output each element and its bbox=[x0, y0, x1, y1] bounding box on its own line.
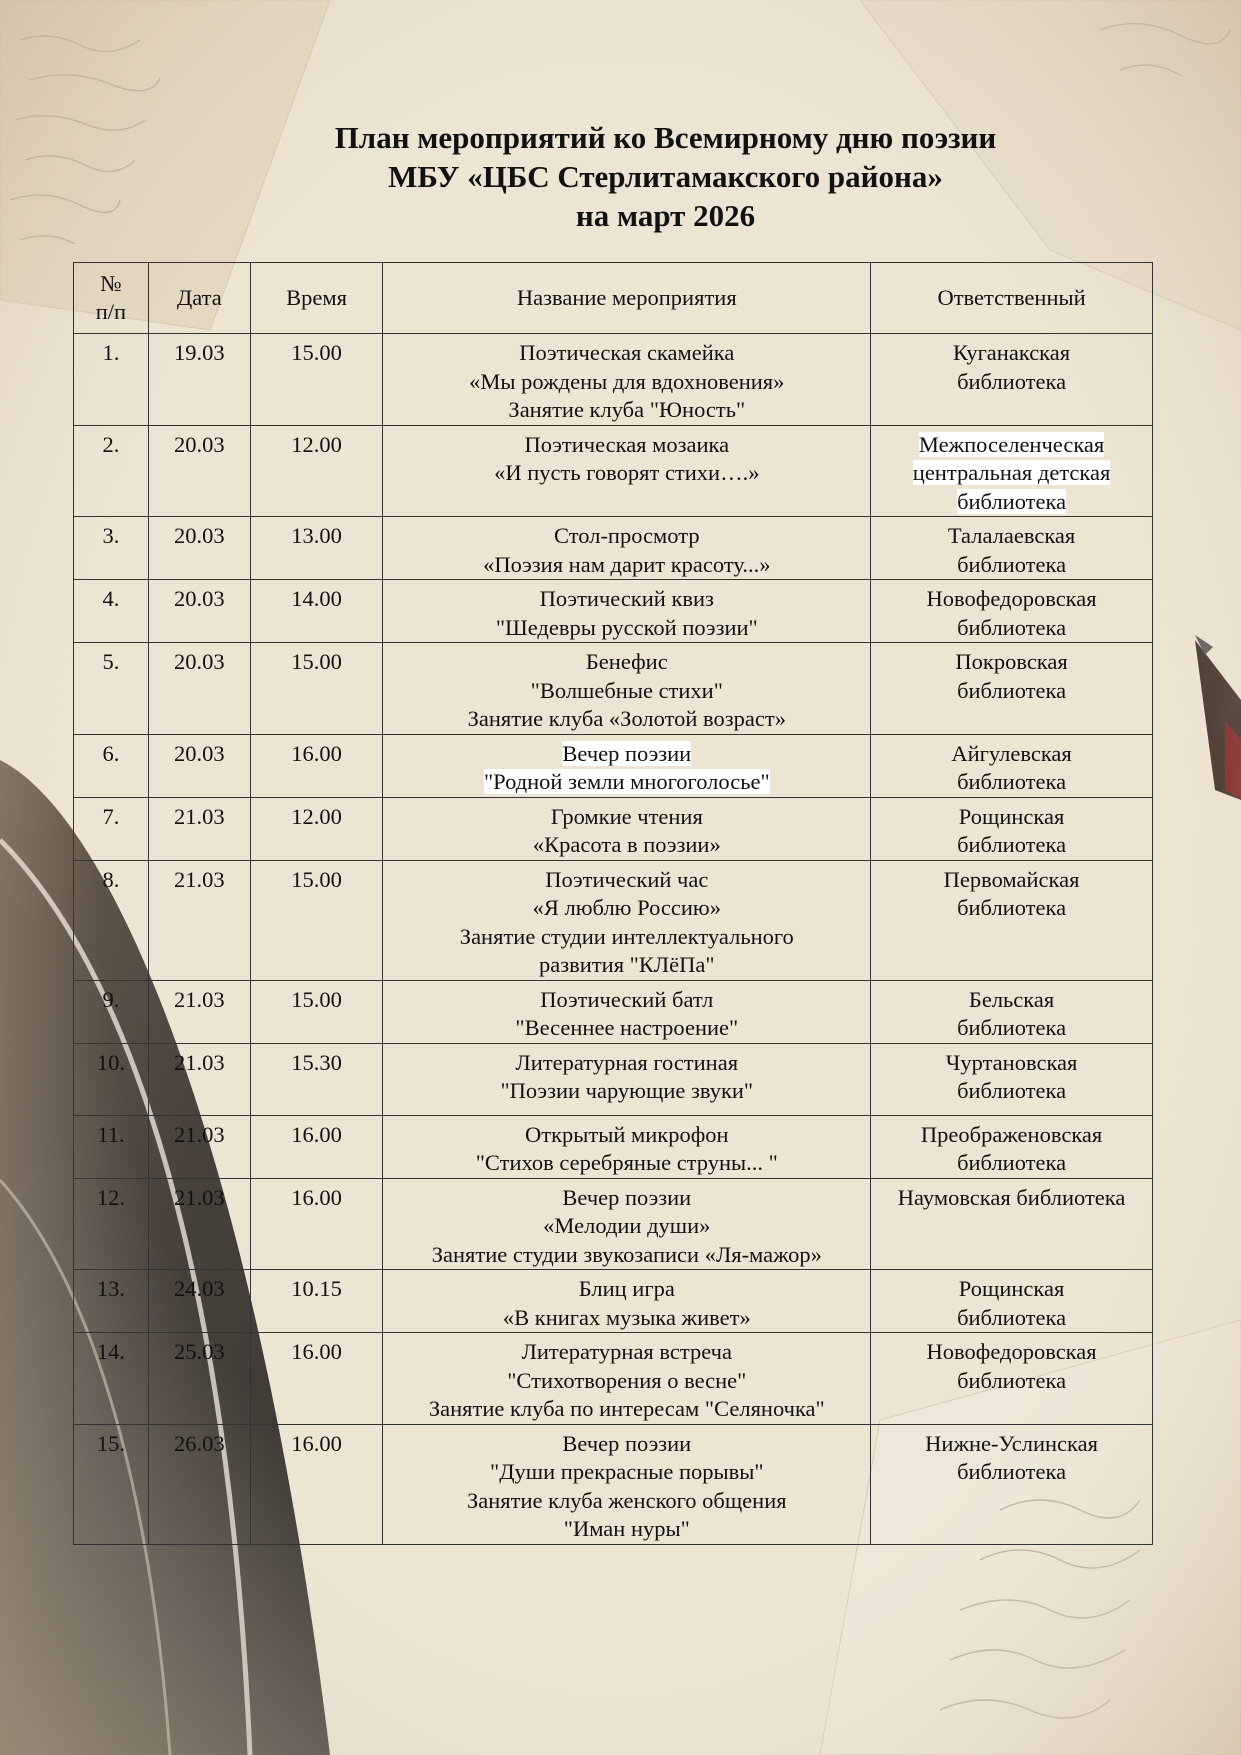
row-event-name-line: Вечер поэзии bbox=[562, 1430, 692, 1456]
header-num-symbol: № bbox=[100, 270, 122, 296]
row-time: 12.00 bbox=[250, 797, 383, 860]
row-responsible bbox=[871, 797, 1153, 860]
table-header-row bbox=[74, 263, 1153, 334]
table-row bbox=[74, 1043, 1153, 1115]
row-event-name-line: «Мелодии души» bbox=[543, 1213, 711, 1238]
row-date: 24.03 bbox=[148, 1270, 250, 1333]
row-event-name-highlighted-text: Вечер поэзии bbox=[562, 740, 692, 766]
row-responsible bbox=[871, 643, 1153, 735]
row-date: 21.03 bbox=[148, 1115, 250, 1178]
row-event-name-line: Литературная гостиная bbox=[515, 1049, 739, 1075]
row-number: 12. bbox=[74, 1178, 149, 1270]
table-row bbox=[74, 425, 1153, 517]
row-event-name-line: "Иман нуры" bbox=[563, 1516, 690, 1541]
row-responsible-highlighted-text: центральная детская bbox=[912, 460, 1111, 485]
row-responsible bbox=[871, 580, 1153, 643]
row-event-name-line: Поэтический квиз bbox=[539, 586, 714, 611]
table-row bbox=[74, 643, 1153, 735]
row-responsible-line: Новофедоровская bbox=[926, 586, 1097, 611]
row-responsible-line: Рощинская bbox=[958, 803, 1065, 829]
row-event-name-line: Занятие студии звукозаписи «Ля-мажор» bbox=[431, 1241, 822, 1267]
table-row bbox=[74, 797, 1153, 860]
row-responsible-highlighted-text: библиотека bbox=[957, 488, 1067, 514]
row-responsible bbox=[871, 425, 1153, 517]
row-responsible bbox=[871, 1178, 1153, 1270]
row-time: 16.00 bbox=[250, 1178, 383, 1270]
row-event-name bbox=[383, 334, 871, 426]
row-event-name-line: "Шедевры русской поэзии" bbox=[495, 614, 758, 640]
row-responsible-line: библиотека bbox=[957, 614, 1067, 640]
row-event-name bbox=[383, 734, 871, 797]
row-event-name-line: «В книгах музыка живет» bbox=[502, 1304, 751, 1330]
row-responsible bbox=[871, 1333, 1153, 1425]
row-responsible-line: Наумовская библиотека bbox=[897, 1184, 1126, 1210]
row-number: 3. bbox=[74, 517, 149, 580]
row-time: 16.00 bbox=[250, 734, 383, 797]
row-event-name bbox=[383, 580, 871, 643]
row-event-name-line: "Поэзии чарующие звуки" bbox=[500, 1078, 754, 1103]
row-event-name bbox=[383, 980, 871, 1043]
row-event-name-line: "Стихов серебряные струны... " bbox=[475, 1150, 778, 1175]
table-row bbox=[74, 517, 1153, 580]
row-event-name-line bbox=[386, 768, 867, 797]
row-event-name-line: Громкие чтения bbox=[550, 803, 703, 829]
row-responsible-line: библиотека bbox=[957, 1367, 1067, 1393]
row-number: 8. bbox=[74, 860, 149, 980]
row-time: 14.00 bbox=[250, 580, 383, 643]
row-event-name bbox=[383, 1333, 871, 1425]
row-date: 21.03 bbox=[148, 860, 250, 980]
row-event-name bbox=[383, 517, 871, 580]
row-responsible bbox=[871, 517, 1153, 580]
row-responsible-line bbox=[874, 431, 1149, 460]
row-responsible-line: Рощинская bbox=[958, 1276, 1065, 1301]
table-row bbox=[74, 1178, 1153, 1270]
table-row bbox=[74, 1424, 1153, 1544]
row-event-name bbox=[383, 797, 871, 860]
row-responsible-line: Новофедоровская bbox=[926, 1339, 1097, 1364]
row-event-name-line: развития "КЛёПа" bbox=[539, 952, 715, 977]
row-responsible-line: библиотека bbox=[957, 1459, 1067, 1484]
row-event-name-line: Занятие клуба женского общения bbox=[467, 1487, 787, 1513]
row-date: 21.03 bbox=[148, 1043, 250, 1115]
row-event-name-line: Занятие студии интеллектуального bbox=[459, 923, 794, 949]
row-event-name bbox=[383, 425, 871, 517]
row-time: 16.00 bbox=[250, 1424, 383, 1544]
row-number: 9. bbox=[74, 980, 149, 1043]
table-row bbox=[74, 1270, 1153, 1333]
row-time: 16.00 bbox=[250, 1333, 383, 1425]
row-responsible-line: Чуртановская bbox=[945, 1049, 1078, 1075]
row-time: 15.00 bbox=[250, 980, 383, 1043]
row-event-name-line: «Мы рождены для вдохновения» bbox=[469, 368, 785, 394]
header-responsible: Ответственный bbox=[871, 263, 1153, 334]
row-event-name-line: Литературная встреча bbox=[521, 1339, 732, 1364]
title-line-2: МБУ «ЦБС Стерлитамакского района» bbox=[388, 159, 943, 194]
row-event-name bbox=[383, 1043, 871, 1115]
header-date: Дата bbox=[148, 263, 250, 334]
row-time: 15.00 bbox=[250, 334, 383, 426]
row-number: 14. bbox=[74, 1333, 149, 1425]
row-date: 21.03 bbox=[148, 1178, 250, 1270]
table-row bbox=[74, 580, 1153, 643]
header-time: Время bbox=[250, 263, 383, 334]
row-event-name-line: Занятие клуба «Золотой возраст» bbox=[467, 706, 786, 731]
header-num bbox=[74, 263, 149, 334]
row-date: 25.03 bbox=[148, 1333, 250, 1425]
row-date: 20.03 bbox=[148, 425, 250, 517]
row-responsible-highlighted-text: Межпоселенческая bbox=[918, 431, 1105, 457]
row-responsible bbox=[871, 734, 1153, 797]
table-row bbox=[74, 1115, 1153, 1178]
row-responsible-line: Первомайская bbox=[943, 866, 1080, 892]
row-event-name-line bbox=[386, 740, 867, 769]
row-event-name-line: Бенефис bbox=[585, 649, 668, 674]
row-date: 20.03 bbox=[148, 580, 250, 643]
row-event-name-line: Блиц игра bbox=[578, 1276, 675, 1301]
row-responsible bbox=[871, 1043, 1153, 1115]
row-time: 15.00 bbox=[250, 860, 383, 980]
row-event-name bbox=[383, 1178, 871, 1270]
row-event-name bbox=[383, 1115, 871, 1178]
row-time: 10.15 bbox=[250, 1270, 383, 1333]
row-date: 21.03 bbox=[148, 797, 250, 860]
row-responsible-line: Бельская bbox=[968, 986, 1055, 1012]
events-table bbox=[73, 262, 1153, 1545]
row-number: 2. bbox=[74, 425, 149, 517]
row-number: 15. bbox=[74, 1424, 149, 1544]
row-responsible bbox=[871, 1270, 1153, 1333]
row-event-name-line: Занятие клуба "Юность" bbox=[508, 397, 746, 422]
row-responsible-line: Покровская bbox=[955, 649, 1068, 674]
row-event-name-line: Занятие клуба по интересам "Селяночка" bbox=[428, 1396, 825, 1421]
row-responsible-line: Айгулевская bbox=[951, 740, 1072, 766]
row-number: 5. bbox=[74, 643, 149, 735]
table-row bbox=[74, 860, 1153, 980]
row-time: 12.00 bbox=[250, 425, 383, 517]
row-event-name-line: Поэтическая мозаика bbox=[524, 431, 730, 457]
row-responsible-line: библиотека bbox=[957, 551, 1067, 577]
row-event-name-highlighted-text: "Родной земли многоголосье" bbox=[483, 769, 770, 794]
row-event-name-line: "Стихотворения о весне" bbox=[507, 1367, 747, 1393]
row-time: 15.00 bbox=[250, 643, 383, 735]
row-responsible bbox=[871, 1424, 1153, 1544]
row-event-name-line: "Души прекрасные порывы" bbox=[490, 1459, 764, 1484]
row-responsible-line: Преображеновская bbox=[920, 1121, 1103, 1147]
row-event-name-line: «Красота в поэзии» bbox=[532, 832, 721, 857]
row-responsible-line: Талалаевская bbox=[947, 523, 1076, 548]
row-event-name-line: Стол-просмотр bbox=[554, 523, 700, 548]
row-event-name-line: Поэтическая скамейка bbox=[519, 340, 735, 365]
row-responsible-line: Нижне-Услинская bbox=[925, 1430, 1098, 1456]
row-number: 4. bbox=[74, 580, 149, 643]
row-event-name-line: Поэтический батл bbox=[540, 986, 714, 1012]
row-date: 26.03 bbox=[148, 1424, 250, 1544]
row-number: 13. bbox=[74, 1270, 149, 1333]
row-event-name bbox=[383, 1270, 871, 1333]
row-responsible-line: библиотека bbox=[957, 832, 1067, 857]
table-row bbox=[74, 734, 1153, 797]
row-responsible-line: библиотека bbox=[957, 769, 1067, 794]
row-responsible bbox=[871, 1115, 1153, 1178]
row-responsible bbox=[871, 980, 1153, 1043]
title-line-3: на март 2026 bbox=[575, 198, 756, 233]
page-title bbox=[0, 118, 1241, 235]
row-number: 6. bbox=[74, 734, 149, 797]
row-date: 20.03 bbox=[148, 734, 250, 797]
row-date: 21.03 bbox=[148, 980, 250, 1043]
row-number: 7. bbox=[74, 797, 149, 860]
row-responsible bbox=[871, 860, 1153, 980]
row-date: 20.03 bbox=[148, 643, 250, 735]
row-event-name-line: Открытый микрофон bbox=[525, 1121, 729, 1147]
row-event-name bbox=[383, 860, 871, 980]
row-responsible-line: библиотека bbox=[957, 1304, 1067, 1330]
table-row bbox=[74, 1333, 1153, 1425]
table-row bbox=[74, 980, 1153, 1043]
row-number: 1. bbox=[74, 334, 149, 426]
row-time: 16.00 bbox=[250, 1115, 383, 1178]
row-event-name-line: Поэтический час bbox=[545, 866, 709, 892]
row-responsible-line: библиотека bbox=[957, 1150, 1067, 1175]
header-name: Название мероприятия bbox=[383, 263, 871, 334]
row-responsible-line: Куганакская bbox=[953, 340, 1071, 365]
row-responsible bbox=[871, 334, 1153, 426]
header-num-abbr: п/п bbox=[95, 299, 127, 324]
row-event-name-line: "Волшебные стихи" bbox=[530, 677, 723, 703]
row-event-name-line: «Поэзия нам дарит красоту...» bbox=[483, 551, 771, 577]
row-number: 11. bbox=[74, 1115, 149, 1178]
row-event-name-line: "Весеннее настроение" bbox=[515, 1015, 739, 1040]
row-responsible-line bbox=[874, 488, 1149, 517]
row-responsible-line: библиотека bbox=[957, 1015, 1067, 1040]
row-event-name bbox=[383, 643, 871, 735]
row-responsible-line: библиотека bbox=[957, 895, 1067, 920]
title-line-1: План мероприятий ко Всемирному дню поэзии bbox=[334, 120, 997, 155]
row-responsible-line: библиотека bbox=[957, 1078, 1067, 1103]
table-row bbox=[74, 334, 1153, 426]
row-time: 13.00 bbox=[250, 517, 383, 580]
row-responsible-line: библиотека bbox=[957, 677, 1067, 703]
row-number: 10. bbox=[74, 1043, 149, 1115]
row-event-name-line: «И пусть говорят стихи….» bbox=[494, 460, 760, 485]
row-event-name-line: Вечер поэзии bbox=[562, 1184, 692, 1210]
row-event-name bbox=[383, 1424, 871, 1544]
row-time: 15.30 bbox=[250, 1043, 383, 1115]
row-responsible-line: библиотека bbox=[957, 368, 1067, 394]
row-date: 20.03 bbox=[148, 517, 250, 580]
row-responsible-line bbox=[874, 459, 1149, 488]
row-date: 19.03 bbox=[148, 334, 250, 426]
row-event-name-line: «Я люблю Россию» bbox=[532, 895, 721, 920]
